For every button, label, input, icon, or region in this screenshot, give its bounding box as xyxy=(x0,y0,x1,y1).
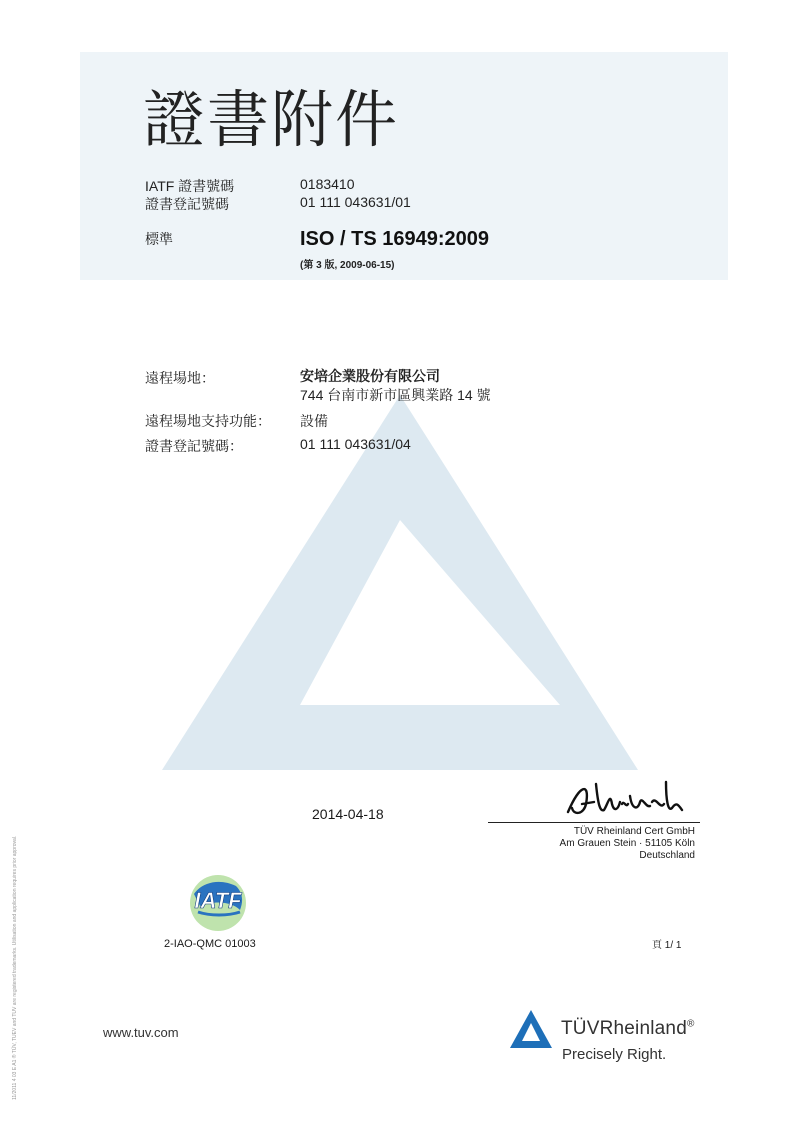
registration-number-value: 01 111 043631/01 xyxy=(300,194,411,210)
brand-name xyxy=(561,1018,695,1040)
remote-site-label: 遠程場地： xyxy=(145,370,215,386)
issuer-block xyxy=(560,826,695,862)
signature xyxy=(560,774,690,824)
iatf-logo xyxy=(180,872,256,934)
registration-number-label: 證書登記號碼 xyxy=(145,196,229,212)
issue-date: 2014-04-18 xyxy=(312,806,384,822)
website-link[interactable]: www.tuv.com xyxy=(103,1025,179,1040)
iatf-number-label: IATF 證書號碼 xyxy=(145,178,235,194)
tuv-triangle-logo xyxy=(508,1008,554,1050)
company-name: 安培企業股份有限公司 xyxy=(300,368,440,384)
page-number: 頁 1/ 1 xyxy=(652,940,682,951)
remote-function-label: 遠程場地支持功能： xyxy=(145,413,271,429)
remote-function-value: 設備 xyxy=(300,413,328,429)
brand-text: TÜVRheinland xyxy=(561,1018,687,1039)
issuer-country: Deutschland xyxy=(639,850,695,861)
standard-label: 標準 xyxy=(145,231,173,247)
issuer-street: Am Grauen Stein · 51105 Köln xyxy=(559,838,695,849)
brand-registered-mark: ® xyxy=(686,1018,695,1030)
remote-registration-value: 01 111 043631/04 xyxy=(300,436,411,452)
iatf-logo-text: IATF xyxy=(194,888,242,913)
remote-registration-label: 證書登記號碼： xyxy=(145,438,243,454)
issuer-name: TÜV Rheinland Cert GmbH xyxy=(573,826,695,837)
standard-note: (第 3 版, 2009-06-15) xyxy=(300,260,395,271)
iatf-number-value: 0183410 xyxy=(300,176,355,192)
company-address: 744 台南市新市區興業路 14 號 xyxy=(300,387,491,403)
standard-value: ISO / TS 16949:2009 xyxy=(300,228,490,250)
signature-line xyxy=(488,822,700,823)
trademark-notice: 11/2011 4 03 E A1 ® TÜV, TUEV and TUV are registered trademarks. Utilisation and application requires prior approval. xyxy=(12,835,18,1100)
brand-tagline: Precisely Right. xyxy=(562,1046,667,1063)
iatf-code: 2-IAO-QMC 01003 xyxy=(164,938,256,950)
page-title: 證書附件 xyxy=(143,83,400,156)
